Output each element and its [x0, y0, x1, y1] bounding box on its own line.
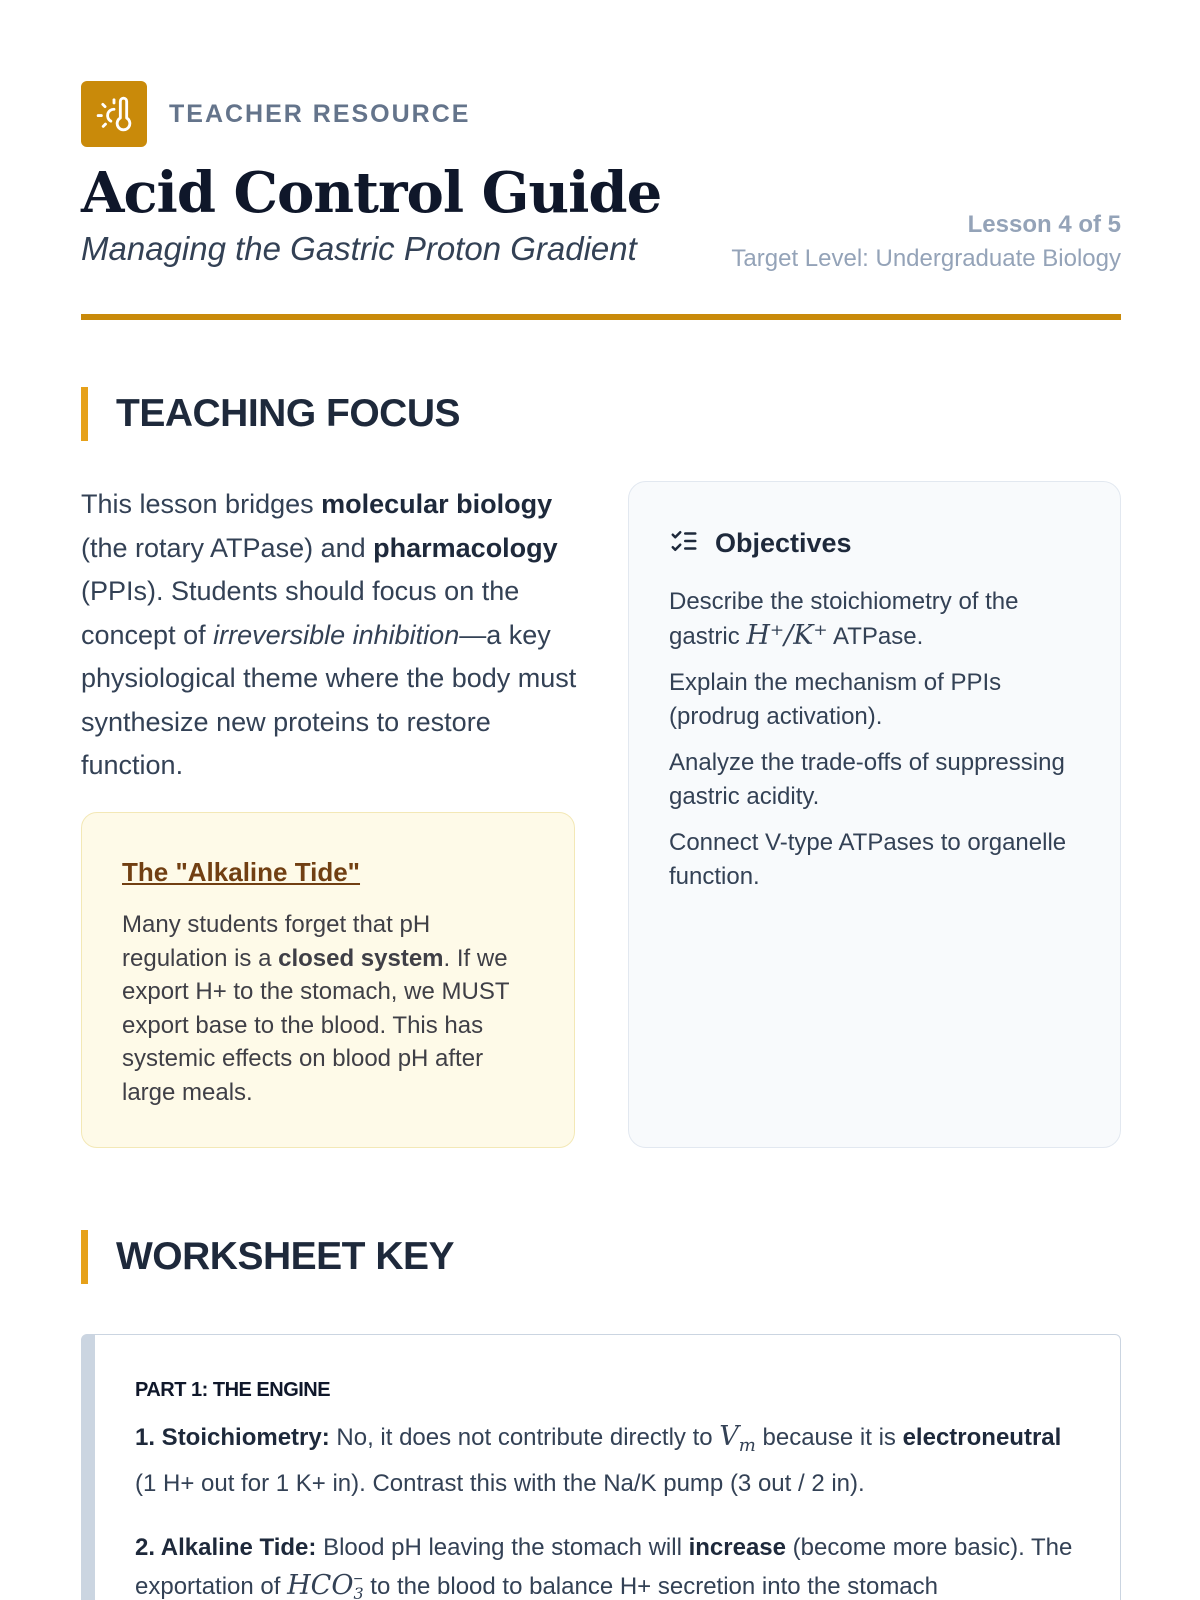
worksheet-card: [81, 1334, 1121, 1600]
brand-label: TEACHER RESOURCE: [169, 99, 471, 128]
brand-row: [81, 81, 470, 147]
objectives-title: Objectives: [715, 528, 852, 558]
callout-body: Many students forget that pH regulation is a closed system. If we export H+ to the stomach, we MUST export base to the blood. This has systemic effects on blood pH after large meals.: [122, 911, 510, 1106]
lesson-meta: [731, 208, 1121, 276]
objective-item: Describe the stoichiometry of the gastric H⁺/K⁺ ATPase.: [669, 588, 1019, 651]
section-title: TEACHING FOCUS: [116, 392, 460, 435]
objective-item: Analyze the trade-offs of suppressing gastric acidity.: [669, 749, 1065, 810]
lesson-number: Lesson 4 of 5: [967, 211, 1121, 238]
section-accent-bar: [81, 1230, 88, 1284]
thermometer-sun-icon: [81, 81, 147, 147]
worksheet-answer: 1. Stoichiometry: No, it does not contribute directly to $V_m$ because it is electroneutral (1 H+ out for 1 K+ in). Contrast this with the Na/K pump (3 out / 2 in).: [135, 1421, 1062, 1497]
objectives-header: [669, 526, 1080, 561]
objective-item: Connect V-type ATPases to organelle function.: [669, 829, 1067, 890]
section-header-teaching-focus: [81, 387, 460, 441]
alkaline-tide-callout: [81, 812, 575, 1148]
worksheet-answer: 2. Alkaline Tide: Blood pH leaving the stomach will increase (become more basic). The exportation of HCO − 3 to the blood to balance H+ secretion into the stomach: [135, 1533, 1073, 1600]
objectives-list: [669, 585, 1080, 893]
callout-title: The "Alkaline Tide": [122, 857, 361, 887]
list-checks-icon: [669, 526, 699, 561]
header-divider: [81, 314, 1121, 320]
section-header-worksheet-key: [81, 1230, 454, 1284]
page-subtitle: Managing the Gastric Proton Gradient: [81, 230, 637, 267]
worksheet-part-title: PART 1: THE ENGINE: [135, 1379, 331, 1401]
target-level: Target Level: Undergraduate Biology: [731, 245, 1121, 272]
focus-paragraph: This lesson bridges molecular biology (the rotary ATPase) and pharmacology (PPIs). Students should focus on the concept of irreversible inhibition—a key physiological theme where the body must synthesize new proteins to restore function.: [81, 489, 577, 780]
section-title: WORKSHEET KEY: [116, 1235, 455, 1278]
objectives-card: [628, 481, 1121, 1148]
objective-item: Explain the mechanism of PPIs (prodrug activation).: [669, 669, 1002, 730]
section-accent-bar: [81, 387, 88, 441]
page-title: Acid Control Guide: [81, 160, 662, 226]
